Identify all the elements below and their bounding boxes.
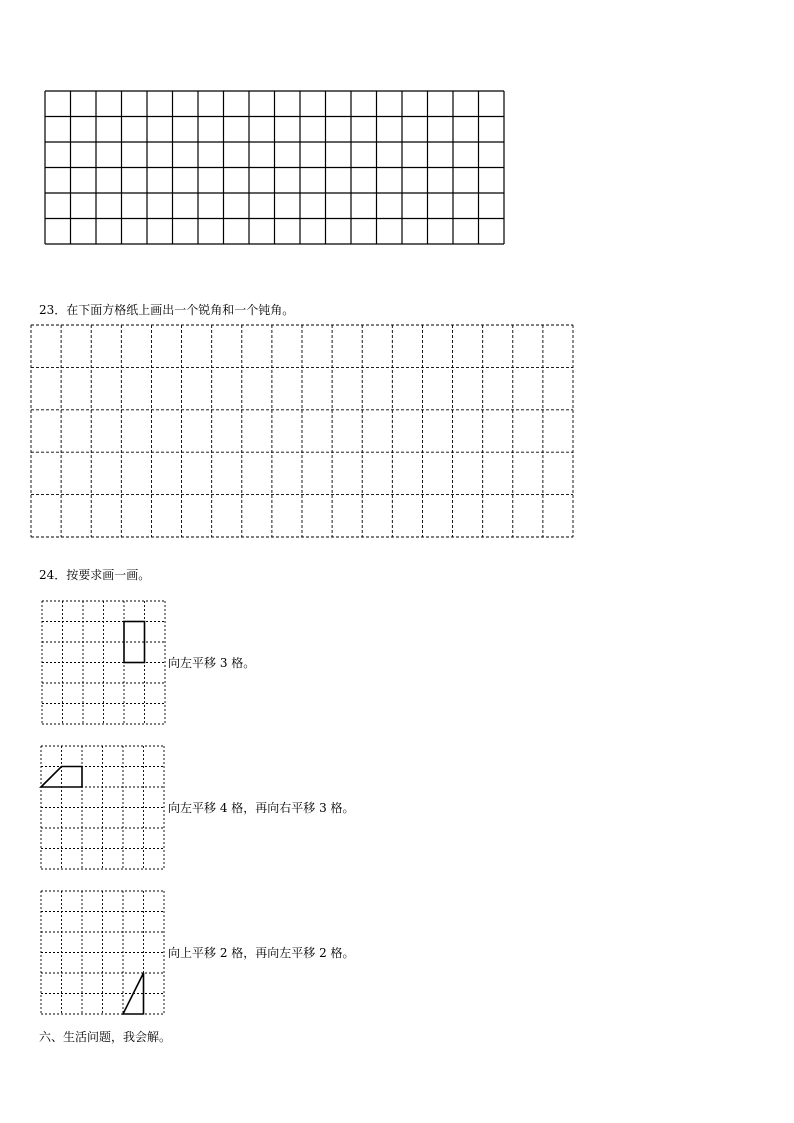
q24-task-2-instruction: 向左平移 4 格，再向右平移 3 格。 <box>168 801 355 815</box>
q23-dashed-grid[interactable] <box>31 325 574 538</box>
q24-grid-rectangle[interactable] <box>42 601 165 724</box>
section-6-title: 六、生活问题，我会解。 <box>39 1030 172 1044</box>
q24-grid-trapezoid[interactable] <box>41 746 164 869</box>
q24-task-1-instruction: 向左平移 3 格。 <box>168 656 256 670</box>
question-23-text: 23．在下面方格纸上画出一个锐角和一个钝角。 <box>39 303 295 317</box>
q24-task-3-instruction: 向上平移 2 格，再向左平移 2 格。 <box>168 946 355 960</box>
q24-grid-triangle[interactable] <box>41 891 164 1014</box>
question-24-text: 24．按要求画一画。 <box>39 568 151 582</box>
top-grid[interactable] <box>45 91 505 245</box>
